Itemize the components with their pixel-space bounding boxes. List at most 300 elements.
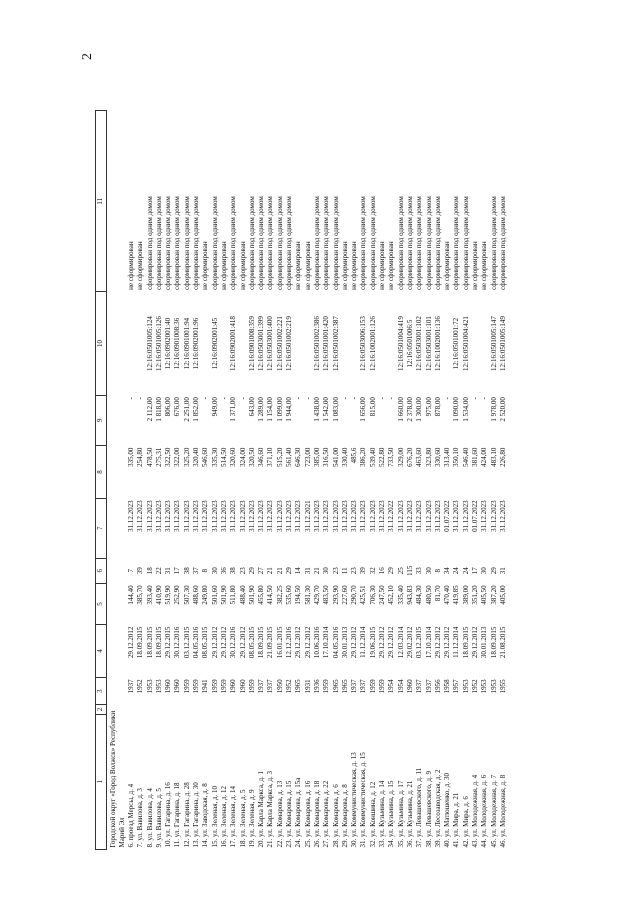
table-cell: не сформирован (443, 241, 452, 290)
table-cell (136, 292, 145, 395)
table-cell: 27 (257, 567, 266, 575)
table-cell: 275,31 (154, 447, 163, 467)
table-cell: 34 (443, 567, 452, 575)
table-cell: 29.12.2015 (164, 626, 173, 659)
table-cell: 1 371,00 (229, 397, 238, 422)
table-cell: 8. ул. Вавилова, д. 4 (145, 788, 154, 848)
table-cell: 429,70 (312, 585, 321, 605)
table-cell: - (136, 397, 145, 400)
table-cell: 320,60 (229, 447, 238, 467)
table-row (127, 111, 136, 850)
table-cell: сформирован под одним домом (154, 196, 163, 290)
table-cell: 325,20 (182, 447, 191, 467)
table-cell (378, 292, 387, 395)
table-cell: 324,00 (238, 447, 247, 467)
table-cell: 806,00 (164, 397, 173, 417)
table-cell: 1 818,00 (154, 397, 163, 422)
table-cell: 1959 (182, 679, 191, 694)
table-cell: 227,60 (340, 585, 349, 605)
table-cell: 12:16:0501002:387 (331, 316, 340, 371)
table-cell: 12:16:0501005:147 (489, 316, 498, 371)
table-cell: 31.12.2023 (396, 500, 405, 532)
table-cell: 30 (424, 567, 433, 575)
table-cell: 2 520,00 (498, 397, 507, 422)
table-row (490, 111, 499, 850)
table-cell: 1953 (480, 679, 489, 694)
table-cell: 249,80 (201, 585, 210, 605)
table-cell: 12:16:0501004:421 (461, 316, 470, 371)
district-row (107, 111, 128, 850)
table-cell: 17.10.2014 (424, 626, 433, 659)
table-cell: 1937 (415, 679, 424, 694)
table-cell: 36. ул. Кузьмина, д. 21 (405, 780, 414, 848)
table-cell: 676,00 (173, 397, 182, 417)
table-cell: 1 660,00 (396, 397, 405, 422)
table-cell: 323,80 (424, 447, 433, 467)
table-cell: сформирован под одним домом (452, 196, 461, 290)
column-number-row (96, 111, 107, 850)
table-row (415, 111, 424, 850)
table-cell: 1 154,00 (266, 397, 275, 422)
table-cell: сформирован под одним домом (424, 196, 433, 290)
table-cell: 478,50 (145, 447, 154, 467)
table-cell: 23 (238, 567, 247, 575)
table-cell: 10. ул. Гагарина, д. 16 (164, 782, 173, 848)
table-cell: 1 656,00 (359, 397, 368, 422)
table-cell: сформирован под одним домом (433, 196, 442, 290)
table-cell (480, 292, 489, 395)
table-cell: 12:16:0503001:101 (424, 316, 433, 371)
table-cell: 320,50 (247, 447, 256, 467)
table-cell: 21 (312, 567, 321, 575)
table-cell: 12:16:0501005:126 (154, 316, 163, 371)
table-cell: 316,50 (322, 447, 331, 467)
table-cell: 12:16:0503006:153 (359, 316, 368, 371)
table-cell: 9. ул. Вавилова, д. 5 (154, 788, 163, 848)
table-cell: 24. ул. Комарова, д. 15а (294, 777, 303, 848)
table-cell: 405,50 (480, 585, 489, 605)
table-cell: 31.12.2023 (322, 500, 331, 532)
table-cell: 480,50 (424, 585, 433, 605)
table-cell: 1958 (443, 679, 452, 694)
table-cell: 11. ул. Гагарина, д. 18 (173, 782, 182, 848)
table-cell: 1952 (470, 679, 479, 694)
table-cell: 1960 (164, 679, 173, 694)
table-cell: 405,00 (498, 585, 507, 605)
table-cell: 29.02.2012 (405, 626, 414, 659)
table-row (406, 111, 415, 850)
table-cell: 393,40 (145, 585, 154, 605)
table-cell: 1965 (340, 679, 349, 694)
table-cell (387, 292, 396, 395)
column-number-7: 7 (96, 498, 107, 558)
table-cell: 12:16:0501002:219 (285, 316, 294, 371)
table-cell: 28. ул. Комарова, д. 6 (331, 784, 340, 848)
table-cell: 346,60 (257, 447, 266, 467)
table-cell: 31.12.2023 (127, 500, 135, 532)
table-cell: 29.12.2012 (378, 626, 387, 659)
table-cell: сформирован под одним домом (210, 196, 219, 290)
table-cell: 419,85 (452, 585, 461, 605)
table-cell: 1937 (350, 679, 359, 694)
table-cell: 2 251,00 (182, 397, 191, 422)
table-cell: 29.12.2012 (350, 626, 359, 659)
table-cell: 31.12.2022 (387, 500, 396, 532)
column-number-11: 11 (96, 111, 107, 292)
table-cell: 1 978,00 (489, 397, 498, 422)
table-cell: 20. ул. Карла Маркса, д. 1 (257, 770, 266, 848)
table-cell: сформирован под одним домом (322, 196, 331, 290)
table-cell: 04.05.2016 (192, 626, 201, 659)
table-cell: 7 (127, 568, 135, 573)
table-cell: 29.12.2012 (210, 626, 219, 659)
table-cell: 31.12.2023 (461, 500, 470, 532)
table-cell: 23. ул. Комарова, д. 15 (285, 780, 294, 848)
table-cell (201, 292, 210, 395)
table-cell: 1 852,00 (192, 397, 201, 422)
table-cell: 21. ул. Карла Маркса, д. 3 (266, 770, 275, 848)
table-cell: 1 289,00 (257, 397, 266, 422)
table-cell: 1953 (145, 679, 154, 694)
table-cell: не сформирован (378, 241, 387, 290)
table-cell: 46. ул. Молодежная, д. 8 (498, 774, 507, 848)
table-cell: 44. ул. Молодежная, д. 6 (480, 774, 489, 848)
table-cell: 463,60 (415, 447, 424, 467)
table-cell: 410,90 (154, 585, 163, 605)
table-cell: 539,40 (368, 447, 377, 467)
table-cell: сформирован под одним домом (405, 196, 414, 290)
table-cell: 31.12.2023 (164, 500, 173, 532)
table-cell: 12.03.2014 (396, 626, 405, 659)
table-cell: 31.12.2023 (415, 500, 424, 532)
table-cell: - (201, 397, 210, 400)
table-cell: 329,00 (396, 447, 405, 467)
table-cell: 18.09.2015 (257, 626, 266, 659)
table-cell: 37. ул. Левашевского, д. 11 (415, 767, 424, 848)
table-row (266, 111, 275, 850)
table-row (332, 111, 341, 850)
table-cell: 11 (340, 567, 349, 575)
table-cell: сформирован под одним домом (359, 196, 368, 290)
table-cell (239, 292, 248, 395)
table-cell: 39 (136, 567, 145, 575)
table-row (201, 111, 210, 850)
table-cell: 1954 (396, 679, 405, 694)
table-cell: 12:16:0501006:5 (405, 319, 414, 368)
table-cell: сформирован под одним домом (285, 196, 294, 290)
table-cell: 1956 (433, 679, 442, 694)
table-cell (304, 292, 313, 395)
table-cell: 17.10.2014 (322, 626, 331, 659)
table-cell: 1959 (378, 679, 387, 694)
rotated-table-container (95, 110, 575, 850)
table-row (276, 111, 285, 850)
table-row (434, 111, 443, 850)
table-cell: 19. ул. Зеленая, д. 9 (247, 789, 256, 848)
table-cell: 31.12.2023 (229, 500, 238, 532)
table-cell: 16 (378, 567, 387, 575)
table-cell: 252,90 (173, 585, 182, 605)
table-cell: сформирован под одним домом (192, 196, 201, 290)
table-cell: 31.12.2023 (154, 500, 163, 532)
table-cell: 31.12.2023 (359, 500, 368, 532)
table-row (248, 111, 257, 850)
table-cell: - (294, 397, 303, 400)
table-cell: 31.12.2023 (285, 500, 294, 532)
table-cell: 31.12.2023 (201, 500, 210, 532)
table-cell: 29 (247, 567, 256, 575)
table-row (155, 111, 164, 850)
table-cell: 33 (415, 567, 424, 575)
table-cell: 31.12.2023 (424, 500, 433, 532)
table-cell: 1959 (219, 679, 228, 694)
table-cell: сформирован под одним домом (312, 196, 321, 290)
table-cell: 31.12.2023 (145, 500, 154, 532)
table-cell: 23 (331, 567, 340, 575)
table-cell: 12:16:0902001:96 (192, 317, 201, 370)
table-cell: 1953 (461, 679, 470, 694)
table-cell: 03.12.2015 (182, 626, 191, 659)
table-cell: не сформирован (136, 241, 145, 290)
table-header (96, 111, 107, 850)
table-cell: 31.12.2023 (312, 500, 321, 532)
table-cell: не сформирован (201, 241, 210, 290)
table-cell: 25. ул. Комарова, д. 16 (303, 780, 312, 848)
table-cell: 425,51 (359, 585, 368, 605)
table-cell: 12:16:0501005:124 (145, 316, 154, 371)
table-cell: 335,30 (210, 447, 219, 467)
table-cell: 31 (498, 567, 507, 575)
table-cell: 351,20 (470, 585, 479, 605)
table-cell: 1937 (424, 679, 433, 694)
table-cell: 31 (303, 567, 312, 575)
table-row (192, 111, 201, 850)
table-cell: 12:16:0503001:400 (266, 316, 275, 371)
table-cell: 455,80 (257, 585, 266, 605)
table-cell: 31.12.2023 (378, 500, 387, 532)
table-cell: 507,30 (182, 585, 191, 605)
table-cell: 2 112,00 (145, 397, 154, 422)
table-cell: 24 (452, 567, 461, 575)
table-cell (294, 292, 303, 395)
table-cell: сформирован под одним домом (331, 196, 340, 290)
table-cell: - (340, 397, 349, 400)
table-cell: 313,40 (443, 447, 452, 467)
table-cell: 30.12.2016 (173, 626, 182, 659)
table-cell: 878,00 (433, 397, 442, 417)
table-cell: 414,50 (266, 585, 275, 605)
table-cell: 22. ул. Комарова, д. 13 (275, 780, 284, 848)
table-row (387, 111, 396, 850)
table-cell: 30. ул. Коммунистическая, д. 13 (350, 752, 359, 848)
table-cell: не сформирован (470, 241, 479, 290)
table-cell: 293,90 (331, 585, 340, 605)
table-cell: - (443, 397, 452, 400)
table-cell: не сформирован (350, 241, 359, 290)
table-cell: 29.12.2012 (219, 626, 228, 659)
table-cell: 31.12.2023 (219, 500, 228, 532)
table-cell: 488,60 (192, 585, 201, 605)
table-cell: 31.12.2023 (405, 500, 414, 532)
table-cell: 18.09.2015 (154, 626, 163, 659)
table-row (471, 111, 480, 850)
table-cell: 335,00 (127, 447, 135, 467)
table-cell: 1959 (247, 679, 256, 694)
table-cell: 483,10 (489, 447, 498, 467)
table-cell: сформирован под одним домом (229, 196, 238, 290)
table-cell: 12:16:0901001:94 (182, 317, 191, 370)
table-cell: сформирован под одним домом (164, 196, 173, 290)
table-cell: 31. ул. Коммунистическая, д. 15 (359, 752, 368, 848)
table-cell: 501,90 (219, 585, 228, 605)
table-cell: 12:16:0501001:72 (452, 317, 461, 370)
table-cell: 21.08.2015 (498, 626, 507, 659)
table-row (341, 111, 350, 850)
table-cell: 646,30 (294, 447, 303, 467)
housing-register-table (95, 110, 508, 850)
table-cell: 1965 (331, 679, 340, 694)
table-cell: 31.12.2023 (294, 500, 303, 532)
table-row (304, 111, 313, 850)
table-cell: 335,40 (396, 585, 405, 605)
table-cell: 16.01.2015 (275, 626, 284, 659)
table-row (480, 111, 489, 850)
table-cell: 26. ул. Комарова, д. 18 (312, 780, 321, 848)
table-cell: 38. ул. Левашевского, д. 9 (424, 771, 433, 848)
table-cell: 29 (285, 567, 294, 575)
table-cell: 943,83 (405, 585, 414, 605)
table-cell: - (219, 397, 228, 400)
table-cell: 31.12.2023 (433, 500, 442, 532)
table-cell: 31.12.2023 (257, 500, 266, 532)
table-row (452, 111, 461, 850)
table-cell: 1960 (405, 679, 414, 694)
table-cell: 1952 (285, 679, 294, 694)
table-cell: 226,80 (498, 447, 507, 467)
table-cell: 1950 (275, 679, 284, 694)
table-cell: 1959 (192, 679, 201, 694)
table-cell: сформирован под одним домом (275, 196, 284, 290)
table-row (136, 111, 145, 850)
table-cell: 12:16:0902001:45 (210, 317, 219, 370)
table-cell: 45. ул. Молодежная, д. 7 (489, 774, 498, 848)
table-cell: 39. ул. Лесозаводская, д. 2 (433, 769, 442, 848)
table-cell: 290,70 (350, 585, 359, 605)
table-cell: 29.12.2012 (443, 626, 452, 659)
table-cell: 17. ул. Зеленая, д. 14 (229, 785, 238, 848)
table-row (313, 111, 322, 850)
table-cell: 12:16:1002001:126 (368, 316, 377, 371)
table-cell: 12:16:0501002:221 (275, 316, 284, 371)
table-cell: 1937 (266, 679, 275, 694)
table-cell: не сформирован (387, 241, 396, 290)
table-cell: 320,40 (192, 447, 201, 467)
table-cell: 581,30 (303, 585, 312, 605)
table-cell: 1957 (452, 679, 461, 694)
table-cell: 815,00 (368, 397, 377, 417)
table-cell: 27. ул. Комарова, д. 22 (322, 780, 331, 848)
table-row (285, 111, 294, 850)
table-cell: 31.12.2023 (498, 500, 507, 532)
table-cell: 7. ул. Вавилова, д. 3 (136, 788, 145, 848)
table-row (164, 111, 173, 850)
table-cell: 23 (350, 567, 359, 575)
table-cell: сформирован под одним домом (461, 196, 470, 290)
table-cell: 39 (359, 567, 368, 575)
table-cell: 31.12.2023 (247, 500, 256, 532)
table-cell: 1937 (127, 679, 135, 694)
table-cell: 21 (266, 567, 275, 575)
table-cell: 29.12.2012 (470, 626, 479, 659)
table-cell: 08.05.2015 (247, 626, 256, 659)
table-cell: 389,00 (461, 585, 470, 605)
table-cell: 08.05.2015 (201, 626, 210, 659)
table-cell: 31.12.2023 (266, 500, 275, 532)
table-cell: 12.12.2016 (285, 626, 294, 659)
table-cell: сформирован под одним домом (266, 196, 275, 290)
table-cell: 25 (396, 567, 405, 575)
table-cell: 29.12.2012 (238, 626, 247, 659)
table-cell: 1955 (498, 679, 507, 694)
table-cell: 13. ул. Гагарина, д. 30 (192, 782, 201, 848)
table-row (359, 111, 368, 850)
table-cell: 12. ул. Гагарина, д. 28 (182, 782, 191, 848)
table-cell: 350,10 (452, 447, 461, 467)
table-cell: 322,00 (173, 447, 182, 467)
table-cell: 115 (405, 565, 414, 576)
column-number-6: 6 (96, 558, 107, 583)
table-cell: не сформирован (303, 241, 312, 290)
table-cell: 21.09.2015 (266, 626, 275, 659)
table-cell: 29.12.2012 (303, 626, 312, 659)
table-cell: 452,10 (387, 585, 396, 605)
table-cell: 1965 (294, 679, 303, 694)
table-cell: 470,40 (443, 585, 452, 605)
table-row (322, 111, 331, 850)
table-cell: 1 090,00 (452, 397, 461, 422)
table-cell: сформирован под одним домом (247, 196, 256, 290)
table-cell: 40. ул. Матюшенко, д. 30 (443, 773, 452, 848)
table-cell: 1936 (312, 679, 321, 694)
table-cell: 723,00 (303, 447, 312, 467)
table-cell: - (238, 397, 247, 400)
table-cell: 1953 (489, 679, 498, 694)
table-cell: 385,70 (136, 585, 145, 605)
table-cell: 31.12.2023 (182, 500, 191, 532)
table-row (499, 111, 508, 850)
table-cell: 18.09.2015 (145, 626, 154, 659)
table-cell: 29 (387, 567, 396, 575)
table-cell: 1960 (229, 679, 238, 694)
table-cell: сформирован под одним домом (145, 196, 154, 290)
table-cell: не сформирован (480, 241, 489, 290)
table-row (397, 111, 406, 850)
table-cell: 501,90 (247, 585, 256, 605)
table-cell: 381,60 (470, 447, 479, 467)
table-cell: 541,00 (331, 447, 340, 467)
table-cell: 386,20 (359, 447, 368, 467)
table-cell (341, 292, 350, 395)
table-cell: 14 (294, 567, 303, 575)
table-cell: 706,30 (368, 585, 377, 605)
table-cell: 18 (145, 567, 154, 575)
table-cell: 29.12.2012 (294, 626, 303, 659)
column-number-2: 2 (96, 705, 107, 714)
table-cell: 733,50 (387, 447, 396, 467)
table-cell: 322,50 (164, 447, 173, 467)
table-cell: 04.05.2016 (331, 626, 340, 659)
table-cell: 31.12.2023 (192, 500, 201, 532)
